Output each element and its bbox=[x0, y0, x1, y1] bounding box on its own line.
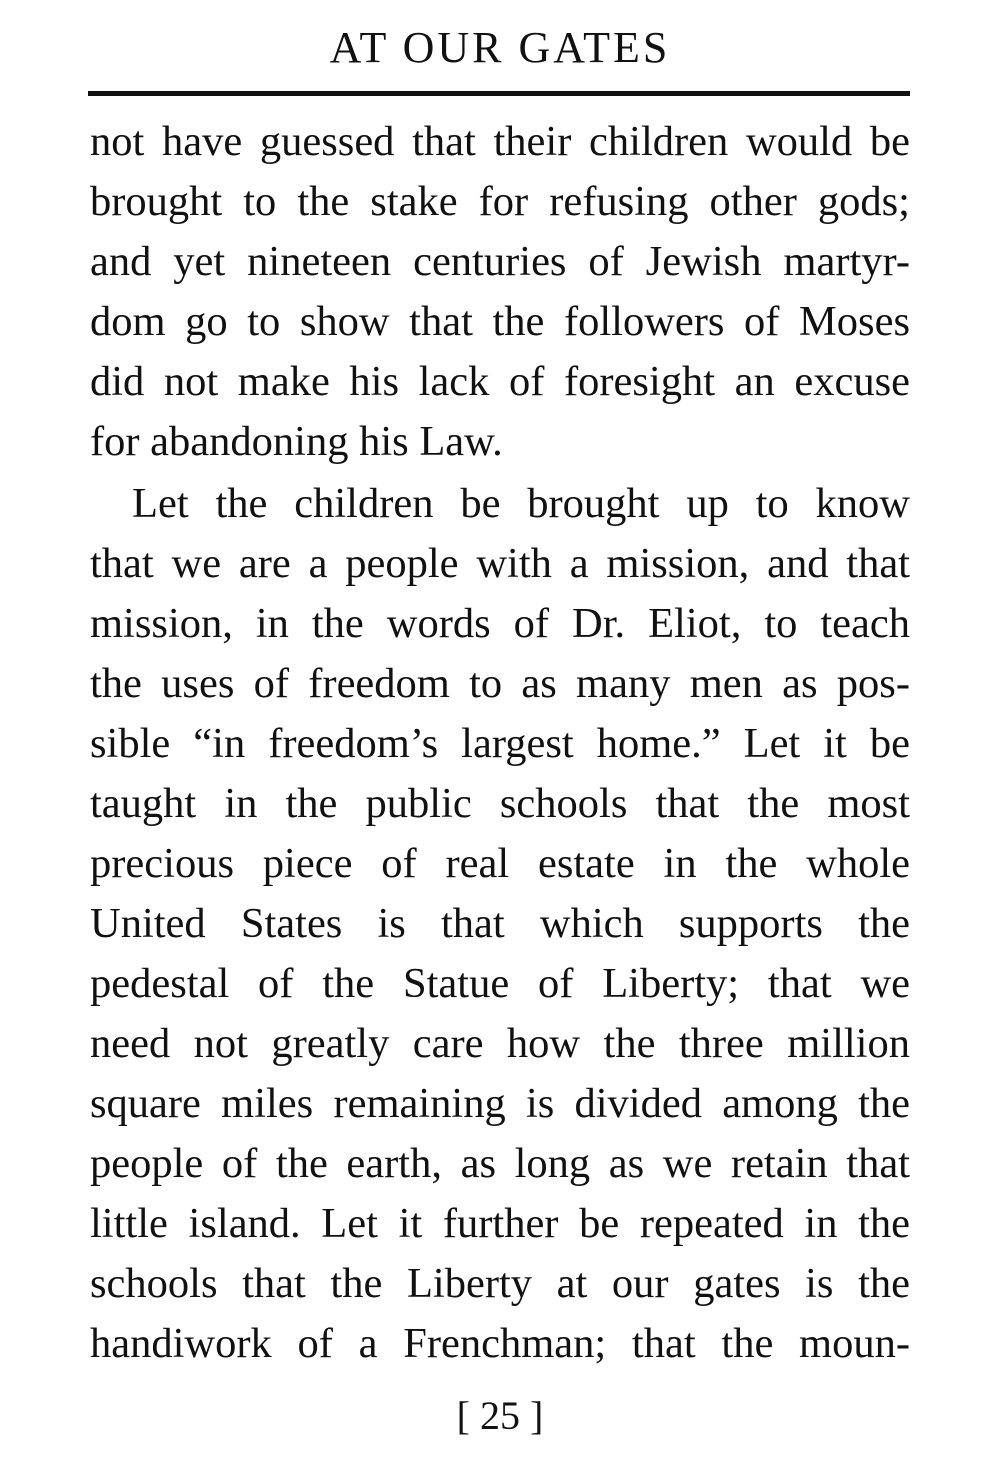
header-rule bbox=[88, 91, 910, 96]
text-line: taught in the public schools that the most bbox=[90, 780, 910, 827]
text-line: that we are a people with a mission, and that bbox=[90, 540, 910, 587]
text-line: people of the earth, as long as we retain that bbox=[90, 1140, 910, 1187]
text-line: the uses of freedom to as many men as pos- bbox=[90, 660, 910, 707]
text-line: little island. Let it further be repeated in the bbox=[90, 1200, 910, 1247]
text-line: dom go to show that the followers of Moses bbox=[90, 298, 910, 345]
text-line: precious piece of real estate in the whole bbox=[90, 840, 910, 887]
text-line: brought to the stake for refusing other gods; bbox=[90, 178, 910, 225]
text-line: did not make his lack of foresight an excuse bbox=[90, 358, 910, 405]
text-line: United States is that which supports the bbox=[90, 900, 910, 947]
text-line: pedestal of the Statue of Liberty; that we bbox=[90, 960, 910, 1007]
text-line: mission, in the words of Dr. Eliot, to teach bbox=[90, 600, 910, 647]
text-line: need not greatly care how the three million bbox=[90, 1020, 910, 1067]
text-line: schools that the Liberty at our gates is the bbox=[90, 1260, 910, 1307]
running-head: AT OUR GATES bbox=[329, 23, 671, 72]
text-line: and yet nineteen centuries of Jewish martyr- bbox=[90, 238, 910, 285]
text-line: Let the children be brought up to know bbox=[132, 480, 910, 527]
page-number: [ 25 ] bbox=[456, 1393, 544, 1438]
text-line: for abandoning his Law. bbox=[90, 418, 503, 465]
text-line: square miles remaining is divided among the bbox=[90, 1080, 910, 1127]
text-line: sible “in freedom’s largest home.” Let it be bbox=[90, 720, 910, 767]
text-line: not have guessed that their children would be bbox=[90, 118, 910, 165]
text-line: handiwork of a Frenchman; that the moun- bbox=[90, 1320, 910, 1367]
